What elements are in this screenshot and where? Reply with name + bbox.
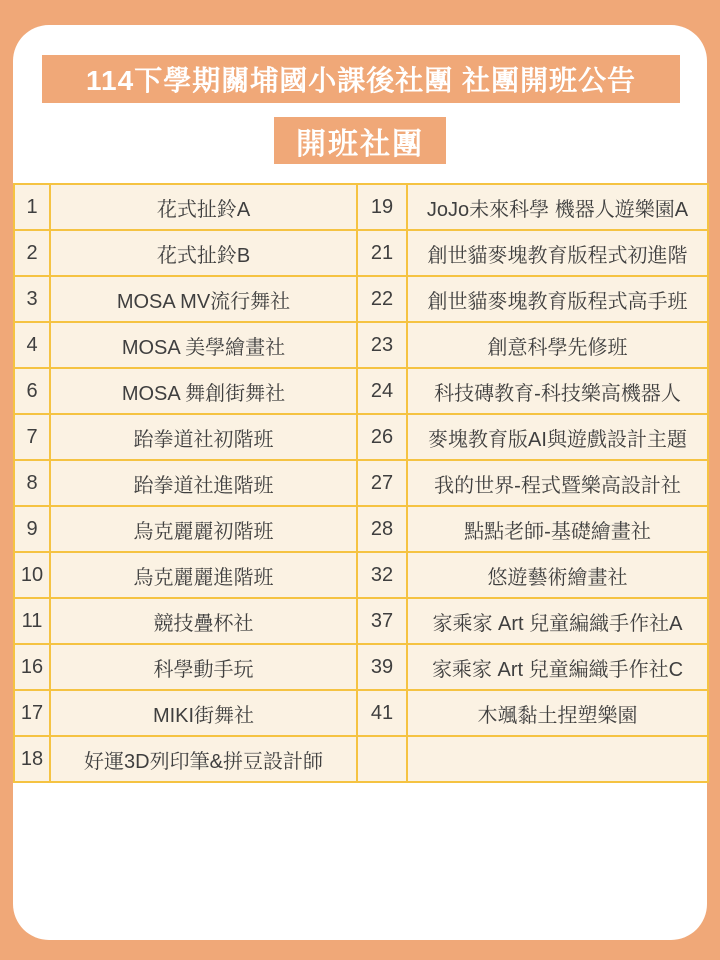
club-number-cell: 4: [14, 322, 50, 368]
club-number-cell: 18: [14, 736, 50, 782]
club-number-cell: 1: [14, 184, 50, 230]
content-card: [13, 25, 707, 940]
club-name-cell: 家乘家 Art 兒童編織手作社A: [407, 598, 708, 644]
club-name-cell: 跆拳道社進階班: [50, 460, 357, 506]
clubs-table: [13, 183, 709, 783]
table-row: [14, 322, 708, 368]
club-name-cell: 花式扯鈴A: [50, 184, 357, 230]
club-number-cell: 17: [14, 690, 50, 736]
club-number-cell: 16: [14, 644, 50, 690]
club-number-cell: 11: [14, 598, 50, 644]
club-name-cell: MOSA 舞創街舞社: [50, 368, 357, 414]
club-number-cell: 8: [14, 460, 50, 506]
table-row: [14, 414, 708, 460]
club-name-cell: [407, 736, 708, 782]
club-name-cell: 點點老師-基礎繪畫社: [407, 506, 708, 552]
table-row: [14, 690, 708, 736]
club-name-cell: 麥塊教育版AI與遊戲設計主題: [407, 414, 708, 460]
club-number-cell: 39: [357, 644, 407, 690]
club-number-cell: 21: [357, 230, 407, 276]
title-banner: [42, 55, 680, 103]
club-number-cell: 26: [357, 414, 407, 460]
club-name-cell: 創世貓麥塊教育版程式初進階: [407, 230, 708, 276]
club-name-cell: 悠遊藝術繪畫社: [407, 552, 708, 598]
club-name-cell: 競技疊杯社: [50, 598, 357, 644]
club-number-cell: 19: [357, 184, 407, 230]
club-name-cell: 創世貓麥塊教育版程式高手班: [407, 276, 708, 322]
club-name-cell: 花式扯鈴B: [50, 230, 357, 276]
club-name-cell: 家乘家 Art 兒童編織手作社C: [407, 644, 708, 690]
club-name-cell: 木颯黏土捏塑樂園: [407, 690, 708, 736]
table-row: [14, 736, 708, 782]
club-name-cell: 烏克麗麗進階班: [50, 552, 357, 598]
table-row: [14, 552, 708, 598]
club-number-cell: 41: [357, 690, 407, 736]
open-clubs-badge-label: 開班社團: [296, 127, 424, 161]
club-name-cell: MOSA 美學繪畫社: [50, 322, 357, 368]
club-name-cell: MIKI街舞社: [50, 690, 357, 736]
club-name-cell: 科技磚教育-科技樂高機器人: [407, 368, 708, 414]
table-row: [14, 368, 708, 414]
table-row: [14, 644, 708, 690]
table-row: [14, 230, 708, 276]
table-row: [14, 460, 708, 506]
club-name-cell: 烏克麗麗初階班: [50, 506, 357, 552]
club-name-cell: 科學動手玩: [50, 644, 357, 690]
club-name-cell: 好運3D列印筆&拼豆設計師: [50, 736, 357, 782]
table-row: [14, 184, 708, 230]
club-number-cell: 9: [14, 506, 50, 552]
club-name-cell: MOSA MV流行舞社: [50, 276, 357, 322]
club-number-cell: 10: [14, 552, 50, 598]
club-name-cell: JoJo未來科學 機器人遊樂園A: [407, 184, 708, 230]
clubs-table-body: [14, 184, 708, 782]
page-title: 114下學期關埔國小課後社團 社團開班公告: [86, 65, 636, 96]
club-number-cell: 24: [357, 368, 407, 414]
club-number-cell: 3: [14, 276, 50, 322]
club-number-cell: 37: [357, 598, 407, 644]
club-number-cell: 32: [357, 552, 407, 598]
table-row: [14, 276, 708, 322]
club-number-cell: 27: [357, 460, 407, 506]
club-number-cell: 6: [14, 368, 50, 414]
club-number-cell: 22: [357, 276, 407, 322]
club-number-cell: [357, 736, 407, 782]
club-name-cell: 創意科學先修班: [407, 322, 708, 368]
open-clubs-badge: [274, 117, 446, 164]
table-row: [14, 506, 708, 552]
club-name-cell: 我的世界-程式暨樂高設計社: [407, 460, 708, 506]
club-number-cell: 23: [357, 322, 407, 368]
club-number-cell: 2: [14, 230, 50, 276]
club-number-cell: 28: [357, 506, 407, 552]
club-number-cell: 7: [14, 414, 50, 460]
club-name-cell: 跆拳道社初階班: [50, 414, 357, 460]
table-row: [14, 598, 708, 644]
